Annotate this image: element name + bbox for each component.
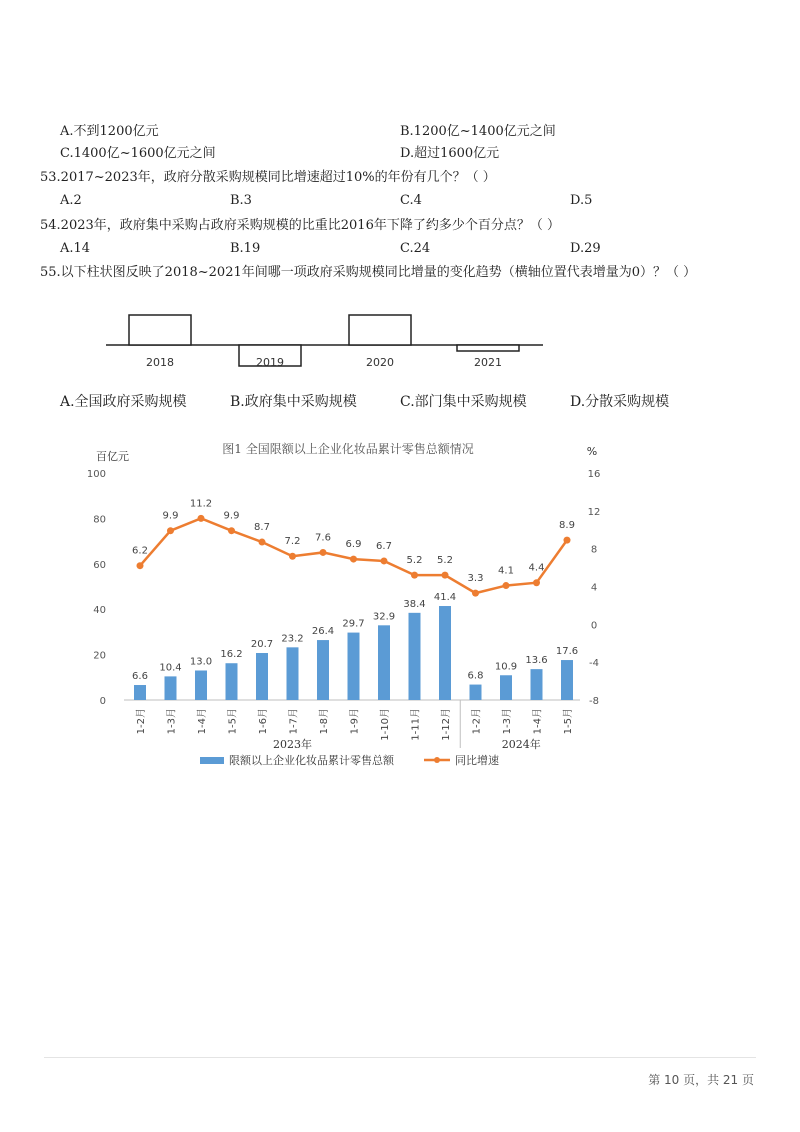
sales-bar	[287, 647, 299, 700]
category-label: 1-8月	[319, 708, 330, 735]
growth-rate-label: 9.9	[223, 510, 240, 522]
sales-bar-label: 13.0	[189, 656, 213, 668]
category-label: 1-4月	[197, 708, 208, 735]
left-tick-label: 100	[86, 469, 106, 480]
sales-bar-label: 38.4	[403, 598, 426, 610]
legend-bar-swatch	[200, 757, 224, 764]
sales-bar-label: 6.8	[467, 670, 484, 682]
growth-rate-point	[320, 549, 327, 556]
right-tick-label: -4	[589, 658, 599, 670]
q53-option-d: D.5	[570, 193, 593, 208]
q52-option-b: B.1200亿~1400亿元之间	[400, 124, 556, 139]
growth-rate-point	[350, 556, 357, 563]
left-tick-label: 40	[93, 605, 106, 617]
sales-bar-label: 10.9	[494, 661, 518, 673]
growth-rate-point	[381, 557, 388, 564]
growth-rate-point	[472, 590, 479, 597]
q55-option-b: B.政府集中采购规模	[230, 394, 357, 410]
left-tick-label: 0	[99, 696, 106, 707]
q53-option-c: C.4	[400, 193, 422, 208]
q55-option-c: C.部门集中采购规模	[400, 394, 527, 410]
right-tick-label: 12	[587, 506, 601, 518]
sales-bar	[195, 670, 207, 700]
q55-text: 55.以下柱状图反映了2018~2021年间哪一项政府采购规模同比增量的变化趋势（横轴位置代表增量为0）？（ ）	[40, 265, 697, 280]
right-axis-unit: %	[586, 445, 598, 458]
q55-option-d: D.分散采购规模	[570, 394, 670, 410]
q52-option-c: C.1400亿~1600亿元之间	[60, 146, 216, 161]
growth-rate-label: 11.2	[189, 498, 213, 510]
growth-rate-label: 8.9	[559, 520, 575, 532]
category-label: 1-2月	[471, 708, 483, 735]
sales-bar	[561, 660, 573, 700]
growth-rate-label: 8.7	[254, 522, 270, 534]
growth-rate-point	[442, 572, 449, 579]
growth-rate-point	[503, 582, 510, 589]
q54-option-a: A.14	[60, 241, 91, 256]
category-label: 1-5月	[227, 708, 239, 735]
right-tick-label: 4	[590, 582, 598, 594]
category-label: 1-3月	[166, 708, 178, 735]
sales-bar-label: 17.6	[555, 646, 579, 658]
left-axis-unit: 百亿元	[96, 450, 129, 463]
right-tick-label: 16	[587, 469, 601, 480]
q53-option-b: B.3	[230, 193, 252, 208]
growth-rate-label: 5.2	[406, 555, 423, 567]
growth-rate-point	[167, 527, 174, 534]
mini-bar-label: 2019	[256, 356, 284, 369]
q53-text: 53.2017~2023年，政府分散采购规模同比增速超过10%的年份有几个？（ ）	[40, 170, 496, 185]
right-tick-label: 0	[590, 620, 598, 632]
growth-rate-label: 7.2	[284, 536, 301, 548]
category-label: 1-2月	[136, 708, 147, 735]
sales-bar	[409, 613, 421, 700]
growth-rate-label: 4.1	[498, 565, 514, 577]
sales-bar-label: 20.7	[250, 639, 274, 651]
sales-bar-label: 26.4	[311, 626, 335, 638]
growth-rate-point	[289, 553, 296, 560]
category-label: 1-4月	[532, 708, 544, 735]
q54-text: 54.2023年，政府集中采购占政府采购规模的比重比2016年下降了约多少个百分点？（ ）	[40, 218, 560, 233]
growth-rate-label: 6.2	[132, 545, 148, 557]
growth-rate-point	[564, 537, 571, 544]
q52-option-a: A.不到1200亿元	[60, 124, 159, 139]
category-label: 1-5月	[563, 708, 574, 735]
sales-bar	[256, 653, 268, 700]
sales-bar-label: 32.9	[372, 611, 396, 623]
category-label: 1-12月	[441, 708, 452, 741]
growth-rate-label: 5.2	[437, 555, 453, 567]
growth-rate-label: 7.6	[315, 532, 331, 544]
growth-rate-point	[228, 527, 235, 534]
legend-bar-label: 限额以上企业化妆品累计零售总额	[229, 754, 394, 767]
right-tick-label: -8	[589, 696, 599, 707]
sales-bar	[439, 606, 451, 700]
sales-bar-label: 29.7	[342, 618, 365, 630]
page-number: 第 10 页，共 21 页	[648, 1073, 754, 1087]
q54-option-b: B.19	[230, 241, 261, 256]
sales-bar	[317, 640, 329, 700]
year-group-label: 2023年	[273, 738, 312, 751]
sales-bar-label: 13.6	[525, 655, 548, 667]
sales-bar-label: 6.6	[132, 671, 148, 683]
sales-bar	[470, 685, 482, 700]
legend-line-label: 同比增速	[455, 754, 499, 767]
category-label: 1-7月	[288, 708, 300, 735]
mini-bar-label: 2021	[474, 356, 502, 369]
category-label: 1-3月	[502, 708, 513, 735]
sales-bar	[134, 685, 146, 700]
sales-bar-label: 41.4	[433, 592, 457, 604]
left-tick-label: 60	[93, 559, 106, 571]
category-label: 1-6月	[258, 708, 269, 735]
sales-bar	[378, 625, 390, 700]
year-group-label: 2024年	[501, 738, 541, 751]
category-label: 1-10月	[380, 708, 391, 741]
growth-rate-label: 6.9	[345, 539, 362, 551]
growth-rate-point	[259, 539, 266, 546]
left-tick-label: 80	[93, 514, 106, 526]
sales-bar-label: 23.2	[281, 633, 304, 645]
sales-bar	[165, 676, 177, 700]
sales-bar-label: 16.2	[220, 649, 243, 661]
sales-bar-label: 10.4	[159, 662, 182, 674]
q54-option-c: C.24	[400, 241, 431, 256]
q52-option-d: D.超过1600亿元	[400, 146, 500, 161]
growth-rate-label: 3.3	[467, 573, 484, 585]
growth-rate-label: 9.9	[162, 510, 179, 522]
category-label: 1-9月	[349, 708, 361, 735]
growth-rate-point	[137, 562, 144, 569]
growth-rate-point	[533, 579, 540, 586]
sales-bar	[348, 633, 360, 700]
growth-rate-point	[198, 515, 205, 522]
right-tick-label: 8	[590, 544, 598, 556]
left-tick-label: 20	[93, 650, 106, 662]
sales-bar	[500, 675, 512, 700]
mini-bar-label: 2018	[146, 356, 174, 369]
sales-bar	[531, 669, 543, 700]
growth-rate-label: 4.4	[528, 562, 545, 574]
q53-option-a: A.2	[60, 193, 82, 208]
footer-divider	[44, 1057, 756, 1058]
chart-title: 图1 全国限额以上企业化妆品累计零售总额情况	[222, 442, 474, 456]
growth-rate-label: 6.7	[376, 540, 392, 552]
category-label: 1-11月	[410, 708, 422, 741]
legend-line-marker	[434, 757, 440, 763]
growth-rate-point	[411, 572, 418, 579]
sales-bar	[226, 663, 238, 700]
q54-option-d: D.29	[570, 241, 601, 256]
mini-bar-label: 2020	[366, 356, 394, 369]
q55-option-a: A.全国政府采购规模	[60, 394, 187, 410]
